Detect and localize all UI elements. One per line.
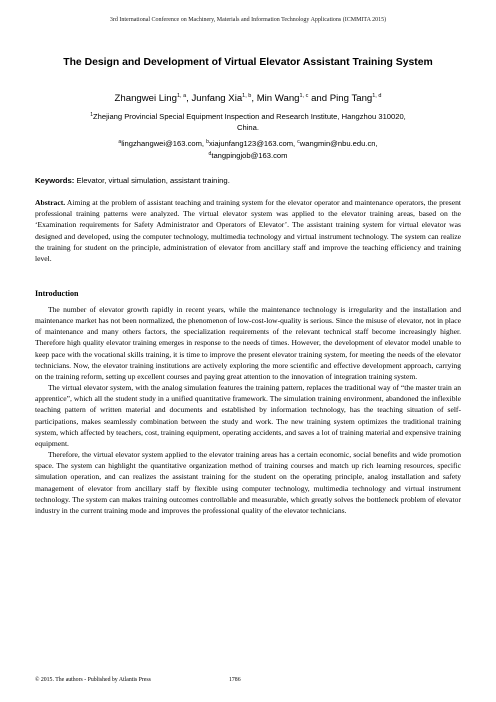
abstract-text: Aiming at the problem of assistant teaching and training system for the elevator operator and maintenance operators, the present professional training patterns were analyzed. The virtual elevator system was applied to the elevator training areas, based on the ‘Examination requirements for Safety Administrator and Operators of Elevator’. The assistant training system for virtual elevator was designed and developed, using the computer technology, multimedia technology and virtual instrument technology. The system can realize the training for student on the principle, administration of elevator from ancillary staff and improve the teaching efficiency and training level. <box>35 198 461 264</box>
paper-title: The Design and Development of Virtual Elevator Assistant Training System <box>63 57 433 68</box>
body-paragraph: The number of elevator growth rapidly in recent years, while the maintenance technology is irregularity and the installation and maintenance market has not been normalized, the phenomenon of low-cost-low-quality is serious. Since the misuse of elevator, not in place of maintenance and many others factors, the specialization requirements of the relevant technical staff become increasingly higher. Therefore high quality elevator training emerges in response to the needs of times. However, the development of elevator model unable to keep pace with the vocational skills training, it is time to improve the present elevator training system, for meeting the needs of the elevator technicians. Now, the elevator training institutions are actively exploring the more scientific and effective development approach, carrying on the training reform, setting up excellent courses and paying great attention to the innovation of integration training system. <box>35 305 461 381</box>
author-name: Ping Tang <box>329 93 373 104</box>
keywords-label: Keywords: <box>35 176 75 185</box>
author-affiliation-mark: 1, d <box>372 93 382 99</box>
author-affiliation-mark: 1, a <box>176 93 187 99</box>
email-address: lingzhangwei@163.com, <box>121 139 207 148</box>
affiliation-number: 1 <box>90 112 93 118</box>
email-mark: a <box>118 139 122 145</box>
introduction-body <box>35 304 461 516</box>
author-name: Junfang Xia <box>191 93 243 104</box>
email-mark: b <box>206 139 209 145</box>
author-emails <box>80 137 416 161</box>
author-list <box>40 93 456 104</box>
author-affiliation-mark: 1, c <box>299 93 309 99</box>
author-separator: , <box>251 93 257 104</box>
body-paragraph: The virtual elevator system, with the analog simulation features the training pattern, replaces the traditional way of “the master train an apprentice”, which all the student study in a unified quantitative framework. The simulation training environment, abandoned the inflexible teaching pattern of written material and documents and established by information technology, has the teaching situation of self-participations, makes seamlessly combination between the study and work. The new training system optimizes the traditional training system, which affected by teachers, cost, training equipment, operating accidents, and saves a lot of training material and expensive training equipment. <box>35 383 461 448</box>
keywords-text: Elevator, virtual simulation, assistant training. <box>74 176 230 185</box>
email-address: xiajunfang123@163.com, <box>208 139 298 148</box>
author-name: Min Wang <box>256 93 300 104</box>
keywords <box>35 176 455 185</box>
author-separator: , <box>186 93 192 104</box>
email-mark: c <box>297 139 300 145</box>
author-affiliation-mark: 1, b <box>242 93 252 99</box>
body-paragraph: Therefore, the virtual elevator system applied to the elevator training areas has a certain economic, social benefits and wide promotion space. The system can highlight the quantitative organization method of training courses and match up rich learning resources, specific simulation operation, and can realizes the assistant training for the student on the operating principle, analog installation and safety management of elevator from ancillary staff by flexible using computer technology, multimedia technology and virtual instrument technology. The system can makes training outcomes controllable and measurable, which greatly solves the bottleneck problem of elevator industry in the current training mode and improves the professional quality of the elevator technicians. <box>35 450 461 515</box>
affiliation <box>80 110 416 133</box>
author-conjunction: and <box>308 93 330 104</box>
abstract <box>35 197 461 264</box>
section-heading-introduction: Introduction <box>35 289 79 298</box>
email-address: wangmin@nbu.edu.cn, <box>299 139 378 148</box>
copyright-footer: © 2015. The authors - Published by Atlantis Press <box>35 677 151 683</box>
email-mark: d <box>208 151 212 157</box>
affiliation-text: Zhejiang Provincial Special Equipment Inspection and Research Institute, Hangzhou 310020, China. <box>92 112 406 132</box>
conference-header: 3rd International Conference on Machinery, Materials and Information Technology Applications (ICMMITA 2015) <box>109 17 387 23</box>
abstract-label: Abstract. <box>35 198 66 207</box>
author-name: Zhangwei Ling <box>114 93 177 104</box>
email-address: tangpingjob@163.com <box>211 151 288 160</box>
page-number: 1786 <box>229 677 241 683</box>
